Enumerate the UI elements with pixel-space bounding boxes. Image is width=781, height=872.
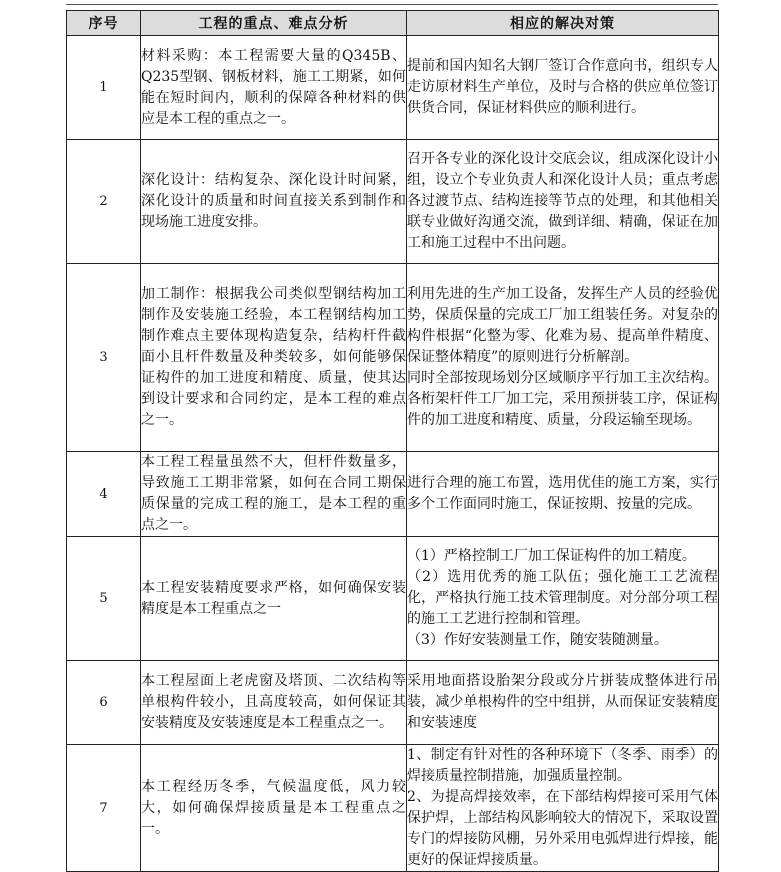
- solution-cell: [407, 36, 719, 140]
- solution-cell: [407, 140, 719, 264]
- solution-paragraph: （2）选用优秀的施工队伍；强化施工工艺流程化，严格执行施工技术管理制度。对分部分项工程的施工工艺进行控制和管理。: [407, 569, 718, 627]
- row-number: 1: [67, 36, 141, 140]
- row-number: 5: [67, 537, 141, 661]
- solution-cell: [407, 661, 719, 745]
- analysis-cell: 加工制作：根据我公司类似型钢结构加工制作及安装施工经验，本工程钢结构加工制作难点主要体现构造复杂，结构杆件截面小且杆件数量及种类较多，如何能够保证构件的加工进度和精度、质量，使其达到设计要求和合同约定，是本工程的难点之一。: [141, 264, 407, 452]
- solution-paragraph: （3）作好安装测量工作，随安装随测量。: [407, 632, 668, 648]
- row-number: 3: [67, 264, 141, 452]
- top-rule: [66, 4, 718, 5]
- table-row: [67, 140, 719, 264]
- solution-paragraph: 提前和国内知名大钢厂签订合作意向书，组织专人走访原材料生产单位，及时与合格的供应单位签订供货合同，保证材料供应的顺利进行。: [407, 58, 718, 116]
- table-row: [67, 452, 719, 537]
- header-analysis: 工程的重点、难点分析: [141, 11, 407, 36]
- table-row: [67, 264, 719, 452]
- header-solution: 相应的解决对策: [407, 11, 719, 36]
- table-row: [67, 745, 719, 872]
- solution-cell: [407, 264, 719, 452]
- solution-paragraph: 召开各专业的深化设计交底会议，组成深化设计小组，设立个专业负责人和深化设计人员；重点考虑各过渡节点、结构连接等节点的处理，和其他相关联专业做好沟通交流，做到详细、精确，保证在加工和施工过程中不出问题。: [407, 151, 718, 251]
- solution-paragraph: （1）严格控制工厂加工保证构件的加工精度。: [407, 548, 696, 564]
- table-row: [67, 661, 719, 745]
- analysis-table: [66, 10, 719, 872]
- analysis-cell: 本工程经历冬季，气候温度低，风力较大，如何确保焊接质量是本工程重点之一。: [141, 745, 407, 872]
- analysis-cell: 深化设计：结构复杂、深化设计时间紧，深化设计的质量和时间直接关系到制作和现场施工进度安排。: [141, 140, 407, 264]
- row-number: 4: [67, 452, 141, 537]
- solution-paragraph: 1、制定有针对性的各种环境下（冬季、雨季）的焊接质量控制措施，加强质量控制。: [407, 747, 718, 784]
- solution-paragraph: 2、为提高焊接效率，在下部结构焊接可采用气体保护焊，上部结构风影响较大的情况下，采取设置专门的焊接防风棚，另外采用电弧焊进行焊接，能更好的保证焊接质量。: [407, 789, 718, 868]
- solution-paragraph: 同时全部按现场划分区域顺序平行加工主次结构。各桁架杆件工厂加工完，采用预拼装工序，保证构件的加工进度和精度、质量，分段运输至现场。: [407, 370, 718, 428]
- row-number: 6: [67, 661, 141, 745]
- table-row: [67, 36, 719, 140]
- analysis-cell: 材料采购：本工程需要大量的Q345B、Q235型钢、钢板材料，施工工期紧，如何能在短时间内，顺利的保障各种材料的供应是本工程的重点之一。: [141, 36, 407, 140]
- solution-paragraph: 采用地面搭设胎架分段或分片拼装成整体进行吊装，减少单根构件的空中组拼，从而保证安装精度和安装速度: [407, 673, 718, 731]
- solution-cell: [407, 452, 719, 537]
- solution-cell: [407, 745, 719, 872]
- solution-cell: [407, 537, 719, 661]
- row-number: 2: [67, 140, 141, 264]
- analysis-cell: 本工程安装精度要求严格，如何确保安装精度是本工程重点之一: [141, 537, 407, 661]
- row-number: 7: [67, 745, 141, 872]
- table-row: [67, 537, 719, 661]
- analysis-cell: 本工程工程量虽然不大，但杆件数量多，导致施工工期非常紧，如何在合同工期保质保量的完成工程的施工，是本工程的重点之一。: [141, 452, 407, 537]
- solution-paragraph: 利用先进的生产加工设备，发挥生产人员的经验优势，保质保量的完成工厂加工组装任务。对复杂的构件根据“化整为零、化难为易、提高单件精度、保证整体精度”的原则进行分析解剖。: [407, 286, 718, 365]
- header-row: [67, 11, 719, 36]
- solution-paragraph: 进行合理的施工布置，选用优佳的施工方案，实行多个工作面同时施工，保证按期、按量的完成。: [407, 475, 718, 512]
- header-index: 序号: [67, 11, 141, 36]
- analysis-cell: 本工程屋面上老虎窗及塔顶、二次结构等单根构件较小，且高度较高，如何保证其安装精度及安装速度是本工程重点之一。: [141, 661, 407, 745]
